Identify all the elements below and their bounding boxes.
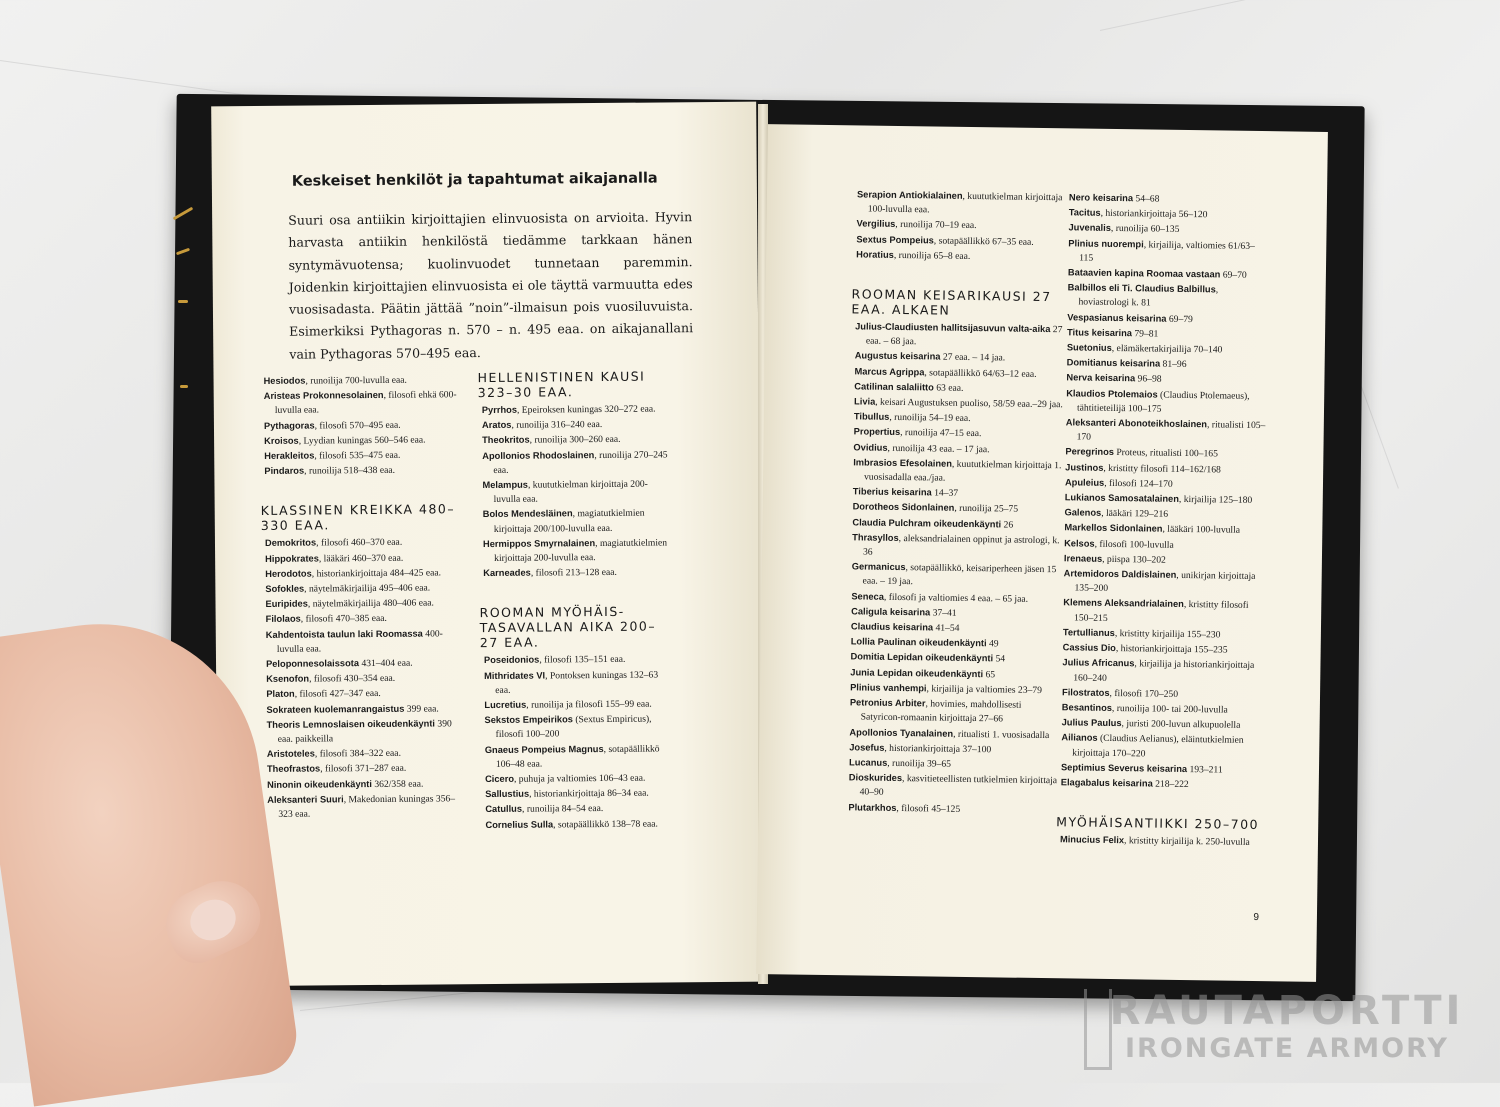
entry-name: Augustus keisarina <box>854 350 941 362</box>
entry-name: Livia <box>854 396 876 407</box>
entry-desc: , kirjailija, valtiomies 61/63–115 <box>1079 239 1255 264</box>
entry-name: Propertius <box>853 426 901 438</box>
entry-name: Thrasyllos <box>852 532 899 543</box>
entry-name: Bolos Mendesläinen <box>482 508 573 520</box>
entry-desc: , runoilija 84–54 eaa. <box>521 803 604 816</box>
entry-desc: , sotapäällikkö, keisariperheen jäsen 15 eaa. – 19 jaa. <box>862 562 1057 588</box>
entry-name: Claudius keisarina <box>850 621 934 633</box>
timeline-entry <box>848 800 1058 818</box>
entry-desc: 27 eaa. – 68 jaa. <box>865 324 1063 348</box>
entry-name: Plinius vanhempi <box>850 682 927 694</box>
entry-desc: , historiankirjoittaja 86–34 eaa. <box>529 787 649 800</box>
entry-desc: 26 <box>1001 519 1014 531</box>
entry-name: Imbrasios Efesolainen <box>853 457 952 469</box>
entry-name: Theofrastos <box>266 763 321 775</box>
entry-desc: , keisari Augustuksen puoliso, 58/59 eaa.–29 jaa. <box>875 396 1063 411</box>
entry-desc: 37–41 <box>930 607 957 619</box>
entry-name: Apollonios Rhodoslainen <box>482 449 595 461</box>
timeline-entry <box>1061 731 1261 763</box>
entry-name: Lukianos Samosatalainen <box>1064 492 1180 504</box>
entry-name: Cicero <box>485 773 515 785</box>
entry-name: Plutarkhos <box>848 801 897 813</box>
entry-name: Nerva keisarina <box>1066 372 1136 384</box>
entry-desc: , runoilija 65–8 eaa. <box>893 249 971 262</box>
entry-desc: 69–70 <box>1220 269 1247 281</box>
entry-name: Platon <box>266 689 295 700</box>
entry-name: Seneca <box>851 591 885 602</box>
timeline-entry <box>264 372 464 389</box>
entry-name: Bataavien kapina Roomaa vastaan <box>1067 267 1221 280</box>
entry-name: Tacitus <box>1068 207 1101 218</box>
entry-name: Juvenalis <box>1068 222 1112 234</box>
timeline-entry <box>485 801 675 818</box>
entry-desc: , näytelmäkirjailija 495–406 eaa. <box>304 582 431 595</box>
timeline-entry <box>482 447 672 478</box>
entry-name: Peregrinos <box>1065 446 1115 458</box>
entry-desc: 431–404 eaa. <box>358 657 413 670</box>
timeline-entry <box>483 506 673 537</box>
entry-desc: , filosofi 535–475 eaa. <box>314 449 401 462</box>
entry-desc: , filosofi 427–347 eaa. <box>294 688 381 701</box>
entry-name: Poseidonios <box>483 654 540 666</box>
entry-desc: , filosofi 460–370 eaa. <box>316 537 403 549</box>
timeline-column <box>1056 190 1269 850</box>
timeline-entry <box>266 655 466 672</box>
entry-desc: 14–37 <box>931 487 959 500</box>
entry-name: Vespasianus keisarina <box>1067 311 1167 324</box>
entry-name: Caligula keisarina <box>851 606 931 618</box>
entry-name: Lucanus <box>848 757 888 768</box>
entry-name: Aleksanteri Suuri <box>267 794 344 805</box>
entry-desc: , historiankirjoittaja 37–100 <box>884 742 992 756</box>
timeline-entry <box>265 595 465 612</box>
entry-desc: 65 <box>983 668 996 681</box>
timeline-entry <box>1063 596 1263 628</box>
entry-name: Vergilius <box>856 218 896 230</box>
entry-desc: , runoilija 39–65 <box>887 757 952 770</box>
timeline-entry <box>857 187 1067 219</box>
entry-desc: , aleksandrialainen oppinut ja astrologi, k. 36 <box>862 532 1060 558</box>
entry-name: Ninonin oikeudenkäynti <box>267 778 372 790</box>
timeline-entry <box>483 565 673 582</box>
section-title: KLASSINEN KREIKKA 480–330 EAA. <box>260 501 456 534</box>
timeline-entry <box>267 776 467 793</box>
entry-name: Lucretius <box>484 699 527 711</box>
entry-name: Gnaeus Pompeius Magnus <box>484 743 604 755</box>
entry-desc: , filosofi 470–385 eaa. <box>300 613 387 626</box>
timeline-entry <box>266 701 466 718</box>
timeline-entry <box>853 455 1063 487</box>
entry-name: Suetonius <box>1066 342 1112 353</box>
entry-desc: , elämäkertakirjailija 70–140 <box>1111 342 1223 356</box>
entry-desc: 399 eaa. <box>404 703 439 715</box>
entry-name: Aristeas Prokonnesolainen <box>263 390 384 402</box>
entry-desc: , kirjailija ja historiankirjoittaja 160–240 <box>1073 658 1255 684</box>
timeline-entry <box>484 652 674 669</box>
timeline-entry <box>265 535 465 552</box>
entry-name: Cassius Dio <box>1062 642 1116 654</box>
entry-name: Pindaros <box>264 465 305 477</box>
timeline-entry <box>484 667 674 698</box>
entry-name: Euripides <box>265 598 308 610</box>
section-title: HELLENISTINEN KAUSI 323–30 EAA. <box>477 368 646 401</box>
entry-name: Tibullus <box>853 411 890 423</box>
entry-name: Plinius nuorempi <box>1068 237 1144 249</box>
entry-name: Julius Paulus <box>1061 717 1122 729</box>
timeline-entry <box>482 476 672 507</box>
entry-name: Sofokles <box>265 583 305 594</box>
watermark-line1: RAUTAPORTTI <box>1109 988 1465 1034</box>
timeline-entry <box>483 535 673 566</box>
entry-name: Peloponnesolaissota <box>265 658 360 669</box>
entry-desc: , filosofi 213–128 eaa. <box>530 567 617 579</box>
timeline-entry <box>267 761 467 778</box>
entry-name: Julius Africanus <box>1062 657 1135 669</box>
entry-name: Filostratos <box>1061 686 1110 698</box>
entry-desc: , Lyydian kuningas 560–546 eaa. <box>298 434 426 447</box>
entry-name: Domitianus keisarina <box>1066 357 1161 369</box>
entry-name: Ovidius <box>853 441 888 453</box>
timeline-entry <box>264 447 464 464</box>
timeline-entry <box>267 791 467 822</box>
entry-name: Sallustius <box>485 788 530 800</box>
entry-desc: , filosofi 45–125 <box>896 802 961 815</box>
entry-desc: 54–68 <box>1132 193 1160 205</box>
entry-name: Josefus <box>849 742 885 753</box>
timeline-entry <box>485 741 675 772</box>
entry-desc: , kristitty kirjailija k. 250-luvulla <box>1123 835 1250 849</box>
watermark-line2: IRONGATE ARMORY <box>1125 1033 1449 1064</box>
entry-name: Aleksanteri Abonoteikhoslainen <box>1065 417 1208 430</box>
entry-desc: 49 <box>986 638 999 650</box>
entry-name: Herakleitos <box>264 450 315 461</box>
entry-desc: , filosofi 170–250 <box>1109 687 1179 700</box>
timeline-entry <box>851 560 1061 592</box>
entry-name: Titus keisarina <box>1067 327 1133 339</box>
cover-ornament <box>180 385 188 388</box>
entry-desc: 362/358 eaa. <box>371 778 424 790</box>
entry-desc: , piispa 130–202 <box>1102 553 1166 566</box>
entry-desc: 54 <box>993 653 1006 665</box>
timeline-entry <box>855 319 1065 351</box>
entry-desc: , historiankirjoittaja 484–425 eaa. <box>311 567 442 580</box>
entry-name: Tiberius keisarina <box>852 486 932 498</box>
entry-desc: , ritualisti 105–170 <box>1076 419 1266 443</box>
entry-desc: , kuututkielman kirjoittaja 200-luvulla eaa. <box>493 478 648 506</box>
entry-name: Claudia Pulchram oikeudenkäynti <box>852 517 1002 530</box>
entry-name: Markellos Sidonlainen <box>1064 522 1163 535</box>
entry-name: Hesiodos <box>263 375 306 386</box>
entry-desc: , filosofi 430–354 eaa. <box>309 673 396 685</box>
entry-desc: , magiatutkielmien kirjoittaja 200/100-luvulla eaa. <box>493 508 645 535</box>
entry-name: Germanicus <box>851 561 906 573</box>
page-heading: Keskeiset henkilöt ja tapahtumat aikajanalla <box>291 170 658 190</box>
entry-desc: 400-luvulla eaa. <box>276 628 443 655</box>
timeline-column <box>848 187 1067 818</box>
entry-desc: , lääkäri 100-luvulla <box>1162 524 1241 537</box>
timeline-entry <box>485 770 675 787</box>
entry-desc: 390 eaa. paikkeilla <box>277 718 452 745</box>
timeline-entry <box>1066 386 1266 418</box>
timeline-entry <box>1061 775 1261 793</box>
watermark <box>1102 989 1472 1065</box>
sword-logo-icon <box>1084 989 1112 1070</box>
entry-desc: , magiatutkielmien kirjoittaja 200-luvulla eaa. <box>494 537 668 564</box>
page-number: 9 <box>1253 911 1260 924</box>
entry-desc: , näytelmäkirjailija 480–406 eaa. <box>307 597 434 610</box>
entry-name: Irenaeus <box>1063 553 1103 564</box>
entry-name: Dorotheos Sidonlainen <box>852 501 955 514</box>
entry-desc: , filosofi 570–495 eaa. <box>314 419 401 432</box>
timeline-entry <box>265 580 465 597</box>
entry-name: Filolaos <box>265 614 301 625</box>
entry-name: Nero keisarina <box>1068 192 1134 204</box>
cover-ornament <box>178 300 188 303</box>
entry-name: Justinos <box>1065 461 1104 473</box>
timeline-entry <box>856 247 1066 265</box>
timeline-entry <box>849 770 1059 802</box>
entry-desc: , sotapäällikkö 64/63–12 eaa. <box>924 366 1037 380</box>
entry-name: Hermippos Smyrnalainen <box>482 537 596 549</box>
entry-desc: 79–81 <box>1131 328 1159 340</box>
entry-desc: , runoilija 60–135 <box>1110 223 1180 236</box>
entry-desc: , runoilija 43 eaa. – 17 jaa. <box>887 442 990 455</box>
entry-desc: , filosofi 371–287 eaa. <box>320 763 407 775</box>
timeline-entry <box>484 696 674 713</box>
entry-desc: , sotapäällikkö 67–35 eaa. <box>933 235 1034 248</box>
entry-name: Sokrateen kuolemanrangaistus <box>266 703 405 715</box>
entry-desc: , kristitty filosofi 150–215 <box>1074 599 1249 624</box>
entry-name: Cornelius Sulla <box>485 819 554 830</box>
entry-desc: , kirjailija ja valtiomies 23–79 <box>926 683 1043 696</box>
timeline-entry <box>484 712 674 743</box>
entry-desc: , runoilija 70–19 eaa. <box>895 219 977 232</box>
entry-desc: , juristi 200-luvun alkupuolella <box>1121 718 1241 731</box>
entry-desc: 96–98 <box>1135 373 1162 386</box>
entry-name: Catullus <box>485 804 523 815</box>
entry-name: Theokritos <box>482 435 530 446</box>
timeline-entry <box>264 387 464 418</box>
entry-desc: , sotapäällikkö 138–78 eaa. <box>553 818 658 831</box>
entry-name: Ailianos <box>1061 732 1098 744</box>
timeline-entry <box>852 530 1062 562</box>
entry-name: Apollonios Tyanalainen <box>849 726 954 739</box>
entry-desc: , Pontoksen kuningas 132–63 eaa. <box>495 669 659 696</box>
entry-name: Pythagoras <box>263 420 315 431</box>
entry-name: Kahdentoista taulun laki Roomassa <box>265 628 423 640</box>
entry-name: Sextus Pompeius <box>856 233 934 246</box>
entry-desc: 218–222 <box>1152 778 1189 790</box>
entry-name: Serapion Antiokialainen <box>856 189 963 201</box>
entry-name: Horatius <box>856 249 894 260</box>
entry-name: Klemens Aleksandrialainen <box>1063 597 1184 610</box>
entry-desc: 193–211 <box>1187 763 1223 776</box>
timeline-entry <box>482 432 672 449</box>
entry-desc: , historiankirjoittaja 56–120 <box>1100 207 1208 221</box>
entry-name: Karneades <box>483 567 531 579</box>
timeline-entry <box>266 670 466 687</box>
entry-name: Theoris Lemnoslaisen oikeudenkäynti <box>266 718 436 730</box>
entry-desc: , filosofi 100-luvulla <box>1094 538 1174 551</box>
entry-desc: , sotapäällikkö 106–48 eaa. <box>495 743 660 770</box>
entry-name: Sekstos Empeirikos <box>484 714 573 726</box>
left-page <box>211 102 764 987</box>
timeline-entry <box>265 550 465 567</box>
entry-desc: , runoilija 54–19 eaa. <box>889 412 971 425</box>
entry-name: Lollia Paulinan oikeudenkäynti <box>850 636 987 649</box>
entry-name: Septimius Severus keisarina <box>1060 762 1188 774</box>
timeline-entry <box>1066 415 1266 447</box>
entry-desc: , runoilija 518–438 eaa. <box>304 465 396 477</box>
entry-desc: (Sextus Empiricus), filosofi 100–200 <box>495 713 652 741</box>
entry-name: Artemidoros Daldislainen <box>1063 568 1177 580</box>
entry-desc: , hoviastrologi k. 81 <box>1078 284 1219 309</box>
entry-name: Kelsos <box>1064 537 1095 549</box>
entry-desc: , Makedonian kuningas 356–323 eaa. <box>278 793 456 820</box>
timeline-entry <box>482 401 672 418</box>
timeline-entry <box>850 695 1060 727</box>
timeline-entry <box>1063 566 1263 598</box>
entry-desc: , filosofi 384–322 eaa. <box>314 748 401 760</box>
entry-name: Elagabalus keisarina <box>1060 777 1153 789</box>
entry-desc: (Claudius Aelianus), eläintutkielmien kirjoittaja 170–220 <box>1072 733 1244 759</box>
entry-desc: Proteus, ritualisti 100–165 <box>1113 447 1218 460</box>
entry-name: Domitia Lepidan oikeudenkäynti <box>850 651 994 664</box>
entry-desc: , puhuja ja valtiomies 106–43 eaa. <box>513 772 646 785</box>
entry-desc: , ritualisti 1. vuosisadalla <box>953 728 1050 741</box>
entry-desc: , filosofi ehkä 600-luvulla eaa. <box>274 389 457 417</box>
entry-name: Demokritos <box>264 537 317 549</box>
entry-desc: 69–79 <box>1166 313 1193 325</box>
entry-desc: 41–54 <box>933 622 960 634</box>
entry-desc: , lääkäri 460–370 eaa. <box>318 552 404 565</box>
entry-desc: , kasvitieteellisten tutkielmien kirjoittaja 40–90 <box>859 773 1058 799</box>
entry-desc: , kristitty kirjailija 155–230 <box>1114 627 1221 641</box>
timeline-entry <box>1060 832 1260 850</box>
timeline-entry <box>266 626 466 657</box>
entry-desc: , kirjailija 125–180 <box>1178 493 1253 506</box>
entry-name: Aristoteles <box>266 748 315 760</box>
entry-desc: , runoilija 700-luvulla eaa. <box>305 374 407 387</box>
timeline-entry <box>267 745 467 762</box>
timeline-column <box>477 368 675 833</box>
timeline-entry <box>266 686 466 703</box>
entry-desc: 63 eaa. <box>933 382 964 394</box>
entry-desc: , filosofi 124–170 <box>1104 477 1173 490</box>
timeline-entry <box>267 716 467 747</box>
timeline-entry <box>264 417 464 434</box>
section-title: ROOMAN MYÖHÄIS-TASAVALLAN AIKA 200–27 EAA. <box>479 604 657 651</box>
entry-name: Minucius Felix <box>1059 834 1125 846</box>
timeline-column <box>260 372 468 822</box>
entry-name: Tertullianus <box>1062 627 1115 638</box>
entry-desc: , kuututkielman kirjoittaja 1. vuosisadalla eaa./jaa. <box>863 458 1062 484</box>
entry-desc: , runoilija 25–75 <box>954 503 1019 516</box>
timeline-entry <box>485 816 675 833</box>
entry-name: Balbillos eli Ti. Claudius Balbillus <box>1067 282 1216 295</box>
section-title: ROOMAN KEISARIKAUSI 27 EAA. ALKAEN <box>851 286 1052 318</box>
entry-name: Dioskurides <box>848 772 903 784</box>
entry-name: Aratos <box>481 419 512 431</box>
entry-name: Herodotos <box>265 568 312 579</box>
timeline-entry <box>482 417 672 434</box>
entry-desc: (Claudius Ptolemaeus), tähtitieteilijä 100–175 <box>1076 389 1250 415</box>
marble-vein <box>1100 0 1491 31</box>
timeline-entry <box>485 786 675 803</box>
entry-name: Julius-Claudiusten hallitsijasuvun valta-aika <box>855 321 1051 335</box>
entry-desc: , kuututkielman kirjoittaja 100-luvulla eaa. <box>867 190 1063 216</box>
entry-name: Petronius Arbiter <box>849 697 926 709</box>
entry-name: Klaudios Ptolemaios <box>1066 387 1158 400</box>
entry-desc: 81–96 <box>1160 358 1187 371</box>
entry-desc: , runoilija ja filosofi 155–99 eaa. <box>526 698 652 711</box>
timeline-entry <box>265 565 465 582</box>
entry-desc: , Epeiroksen kuningas 320–272 eaa. <box>516 403 656 416</box>
entry-desc: , runoilija 270–245 eaa. <box>493 449 668 476</box>
entry-desc: , lääkäri 129–216 <box>1101 508 1169 521</box>
entry-name: Kroisos <box>264 435 299 446</box>
entry-name: Junia Lepidan oikeudenkäynti <box>850 667 984 679</box>
timeline-entry <box>1067 281 1267 313</box>
timeline-entry <box>1068 236 1268 268</box>
entry-name: Besantinos <box>1061 702 1113 713</box>
entry-desc: 27 eaa. – 14 jaa. <box>940 351 1006 364</box>
timeline-entry <box>266 611 466 628</box>
entry-desc: , runoilija 316–240 eaa. <box>511 419 603 431</box>
entry-desc: , runoilija 300–260 eaa. <box>529 434 621 447</box>
entry-name: Hippokrates <box>265 553 319 564</box>
right-page <box>756 124 1328 982</box>
entry-name: Galenos <box>1064 507 1102 519</box>
entry-name: Mithridates VI <box>484 670 546 681</box>
entry-desc: , filosofi ja valtiomies 4 eaa. – 65 jaa. <box>883 591 1029 605</box>
entry-desc: , unikirjan kirjoittaja 135–200 <box>1074 569 1256 595</box>
entry-desc: , historiankirjoittaja 155–235 <box>1115 643 1228 656</box>
timeline-entry <box>1062 656 1262 688</box>
entry-name: Marcus Agrippa <box>854 365 925 377</box>
entry-desc: , runoilija 47–15 eaa. <box>900 427 982 440</box>
entry-desc: , runoilija 100- tai 200-luvulla <box>1111 702 1228 716</box>
section-title: MYÖHÄISANTIIKKI 250–700 <box>1056 814 1260 833</box>
entry-name: Ksenofon <box>266 673 310 685</box>
entry-desc: , hovimies, mahdollisesti Satyricon-romaanin kirjoittaja 27–66 <box>860 698 1022 725</box>
timeline-entry <box>264 462 464 479</box>
entry-desc: , kristitty filosofi 114–162/168 <box>1103 462 1221 476</box>
entry-name: Catilinan salaliitto <box>854 381 934 393</box>
timeline-entry <box>264 432 464 449</box>
entry-name: Pyrrhos <box>481 404 518 416</box>
intro-paragraph: Suuri osa antiikin kirjoittajien elinvuosista on arvioita. Hyvin harvasta antiikin henkilöstä tiedämme tarkkaan hänen syntymävuotensa; kuolinvuodet tunnetaan paremmin. Joidenkin kirjoittajien elinvuosista ei ole täyttä varmuutta edes vuosisadasta. Päätin jättää ”noin”-ilmaisun pois vuosiluvuista. Esimerkiksi Pythagoras n. 570 – n. 495 eaa. on aikajanallani vain Pythagoras 570–495 eaa. <box>288 209 694 362</box>
entry-desc: , filosofi 135–151 eaa. <box>539 654 626 666</box>
entry-name: Melampus <box>482 479 528 491</box>
entry-name: Apuleius <box>1064 477 1105 488</box>
